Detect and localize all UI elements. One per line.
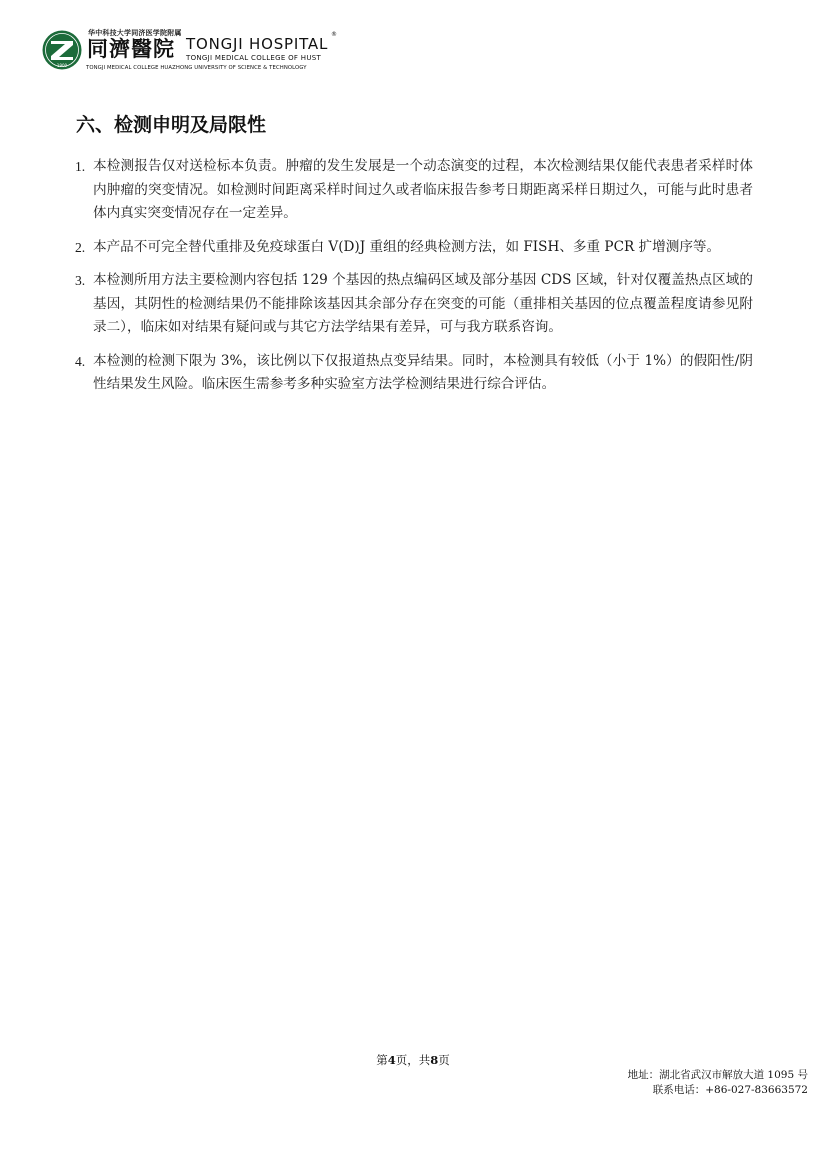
page-total: 8 bbox=[430, 1053, 439, 1067]
registered-mark: ® bbox=[331, 31, 337, 38]
page-number bbox=[0, 1052, 826, 1068]
page-suffix: 页 bbox=[438, 1053, 450, 1067]
footer-address: 地址：湖北省武汉市解放大道 1095 号 bbox=[627, 1069, 808, 1081]
item-number: 1. bbox=[75, 159, 86, 174]
item-text: 本检测报告仅对送检标本负责。肿瘤的发生发展是一个动态演变的过程，本次检测结果仅能代表患者采样时体内肿瘤的突变情况。如检测时间距离采样时间过久或者临床报告参考日期距离采样日期过久，可能与此时患者体内真实突变情况存在一定差异。 bbox=[93, 158, 753, 221]
item-text: 本检测的检测下限为 3%，该比例以下仅报道热点变异结果。同时，本检测具有较低（小于 1%）的假阳性/阴性结果发生风险。临床医生需参考多种实验室方法学检测结果进行综合评估。 bbox=[93, 352, 753, 392]
page-current: 4 bbox=[387, 1053, 396, 1067]
logo-en-subtitle: TONGJI MEDICAL COLLEGE OF HUST bbox=[186, 54, 322, 62]
list-item bbox=[75, 155, 753, 226]
page-mid: 页，共 bbox=[395, 1053, 431, 1067]
list-item bbox=[75, 236, 753, 260]
page-prefix: 第 bbox=[376, 1053, 388, 1067]
item-number: 2. bbox=[75, 239, 86, 255]
footer-phone: 联系电话：+86-027-83663572 bbox=[652, 1084, 808, 1096]
logo-cn-affiliation: 华中科技大学同济医学院附属 bbox=[88, 29, 182, 37]
item-text: 本检测所用方法主要检测内容包括 129 个基因的热点编码区域及部分基因 CDS 区域，针对仅覆盖热点区域的基因，其阴性的检测结果仍不能排除该基因其余部分存在突变的可能（重排相关基因的位点覆盖程度请参见附录二），临床如对结果有疑问或与其它方法学结果有差异，可与我方联系咨询。 bbox=[93, 272, 753, 335]
hospital-header bbox=[42, 26, 342, 74]
logo-en-name: TONGJI HOSPITAL bbox=[186, 35, 329, 53]
hospital-logo-icon bbox=[42, 30, 82, 70]
list-item bbox=[75, 350, 753, 397]
logo-year-text: 1900 bbox=[56, 63, 68, 68]
footer-contact bbox=[628, 1068, 808, 1098]
logo-cn-name: 同濟醫院 bbox=[87, 36, 175, 61]
section-title: 六、检测申明及局限性 bbox=[76, 114, 267, 136]
logo-en-fullname: TONGJI MEDICAL COLLEGE HUAZHONG UNIVERSITY OF SCIENCE & TECHNOLOGY bbox=[86, 65, 307, 71]
disclaimer-list bbox=[75, 155, 753, 407]
item-text: 本产品不可完全替代重排及免疫球蛋白 V(D)J 重组的经典检测方法，如 FISH、多重 PCR 扩增测序等。 bbox=[93, 238, 721, 255]
item-number: 3. bbox=[75, 273, 86, 288]
list-item bbox=[75, 269, 753, 340]
item-number: 4. bbox=[75, 353, 86, 369]
